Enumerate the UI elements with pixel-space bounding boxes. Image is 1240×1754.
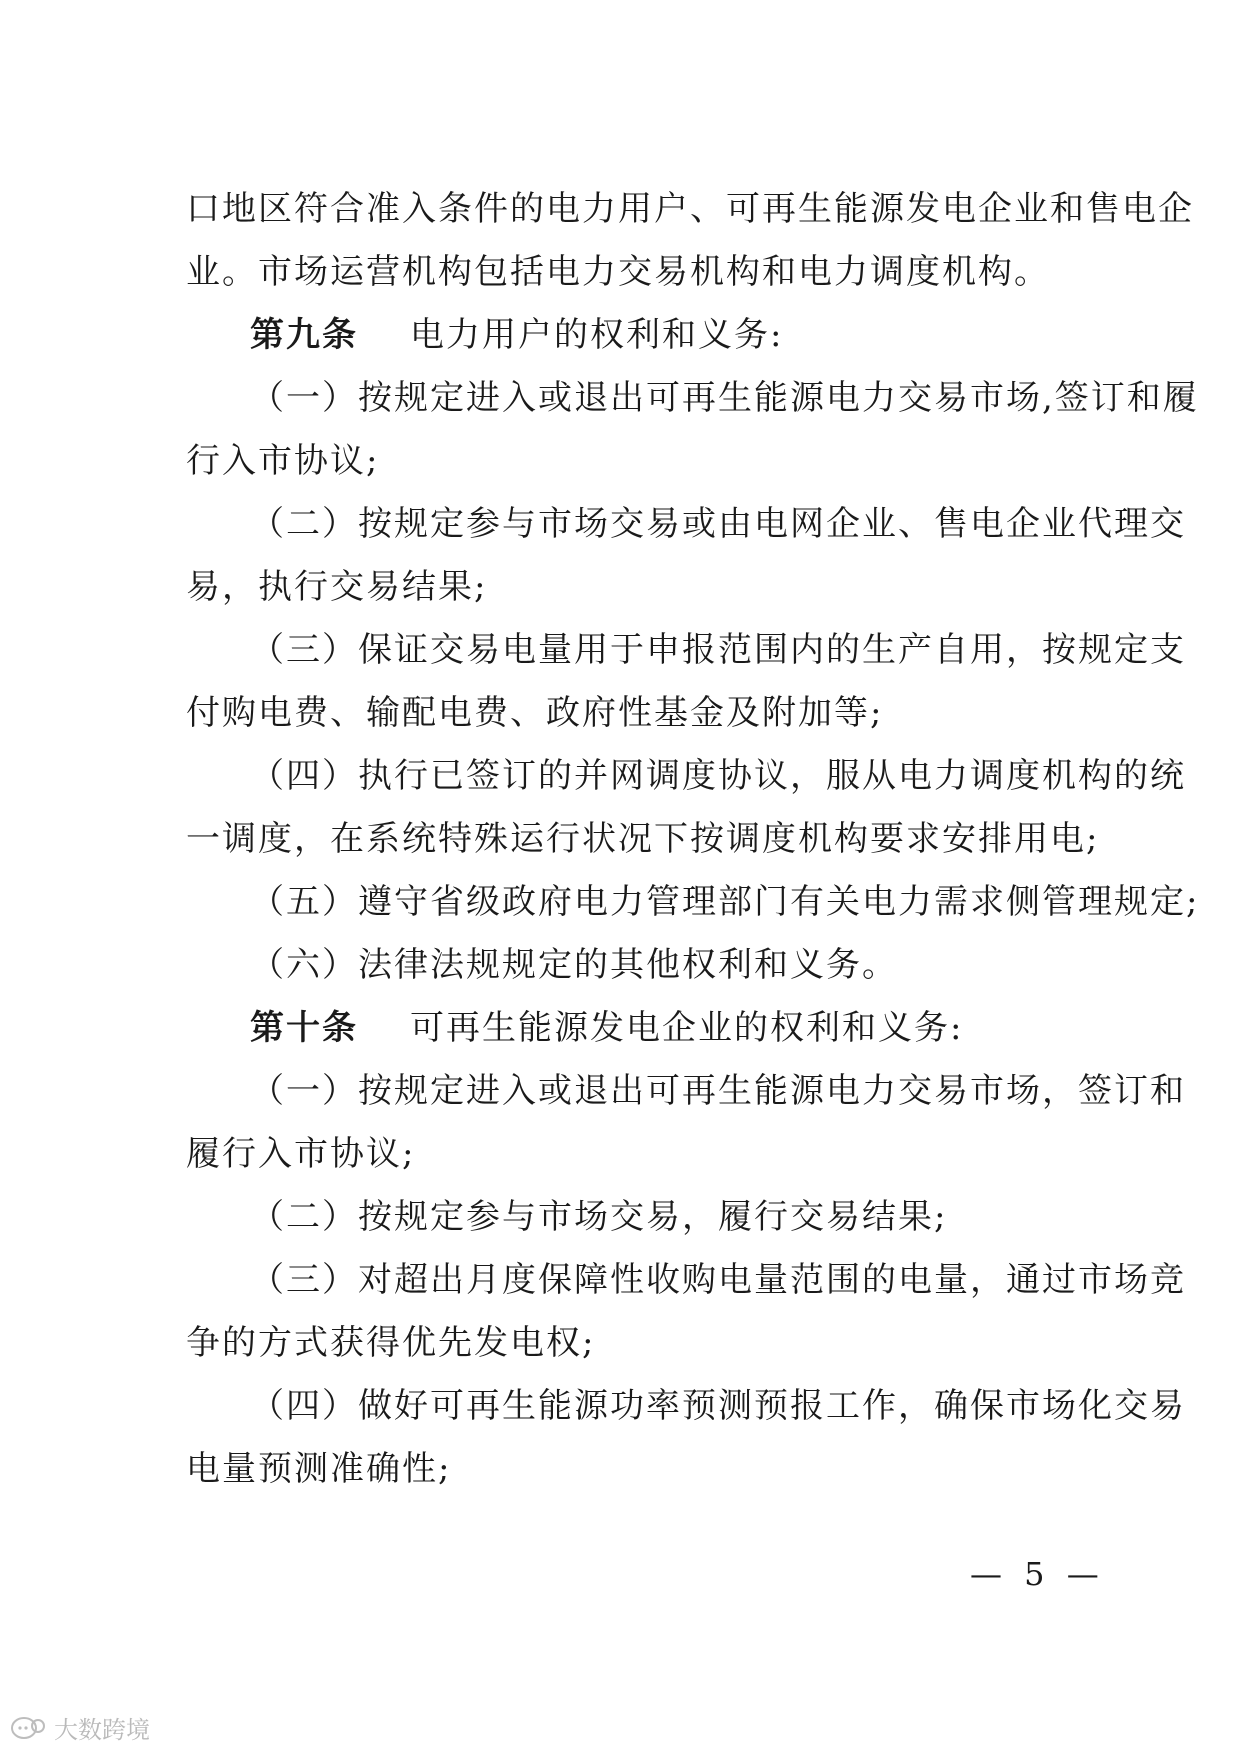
text-line	[186, 1123, 1096, 1186]
line-text: 一调度，在系统特殊运行状况下按调度机构要求安排用电;	[186, 819, 1100, 859]
line-text: 业。市场运营机构包括电力交易机构和电力调度机构。	[186, 252, 1050, 292]
article-heading: 第九条	[250, 315, 358, 355]
line-text: （四）做好可再生能源功率预测预报工作，确保市场化交易	[250, 1386, 1186, 1426]
line-text: 口地区符合准入条件的电力用户、可再生能源发电企业和售电企	[186, 189, 1194, 229]
chat-logo-icon	[10, 1715, 48, 1741]
line-text: （四）执行已签订的并网调度协议，服从电力调度机构的统	[250, 756, 1186, 796]
article-line	[186, 304, 1096, 367]
line-text: （一）按规定进入或退出可再生能源电力交易市场,签订和履	[250, 378, 1199, 418]
line-text: 履行入市协议;	[186, 1134, 416, 1174]
line-text: 争的方式获得优先发电权;	[186, 1323, 596, 1363]
line-text: （三）对超出月度保障性收购电量范围的电量，通过市场竞	[250, 1260, 1186, 1300]
article-line	[186, 997, 1096, 1060]
line-text: （六）法律法规规定的其他权利和义务。	[250, 945, 898, 985]
line-text: 付购电费、输配电费、政府性基金及附加等;	[186, 693, 884, 733]
text-line	[186, 1375, 1186, 1438]
text-line	[186, 1060, 1186, 1123]
watermark-text: 大数跨境	[54, 1716, 150, 1744]
text-line	[186, 241, 1096, 304]
text-line	[186, 682, 1096, 745]
line-text: （一）按规定进入或退出可再生能源电力交易市场，签订和	[250, 1071, 1186, 1111]
text-line	[186, 808, 1100, 871]
line-text: （五）遵守省级政府电力管理部门有关电力需求侧管理规定;	[250, 882, 1200, 922]
line-text: 易，执行交易结果;	[186, 567, 488, 607]
text-line	[186, 745, 1186, 808]
line-text: （三）保证交易电量用于申报范围内的生产自用，按规定支	[250, 630, 1186, 670]
watermark	[10, 1710, 150, 1745]
line-text: 行入市协议;	[186, 441, 380, 481]
text-line	[186, 556, 1096, 619]
article-heading: 第十条	[250, 1008, 358, 1048]
line-text: 可再生能源发电企业的权利和义务:	[410, 1008, 964, 1048]
text-line	[186, 871, 1200, 934]
text-line	[186, 1249, 1186, 1312]
text-line	[186, 1438, 1096, 1501]
text-line	[186, 1186, 1096, 1249]
text-line	[186, 493, 1186, 556]
text-line	[186, 1312, 1096, 1375]
text-line	[186, 619, 1186, 682]
text-line	[186, 934, 1096, 997]
line-text: 电量预测准确性;	[186, 1449, 452, 1489]
text-line	[186, 430, 1096, 493]
text-line	[186, 367, 1199, 430]
document-body	[186, 178, 1200, 1501]
line-text: （二）按规定参与市场交易或由电网企业、售电企业代理交	[250, 504, 1186, 544]
page-number: — 5 —	[970, 1555, 1105, 1593]
line-text: （二）按规定参与市场交易，履行交易结果;	[250, 1197, 948, 1237]
line-text: 电力用户的权利和义务:	[410, 315, 784, 355]
text-line	[186, 178, 1194, 241]
